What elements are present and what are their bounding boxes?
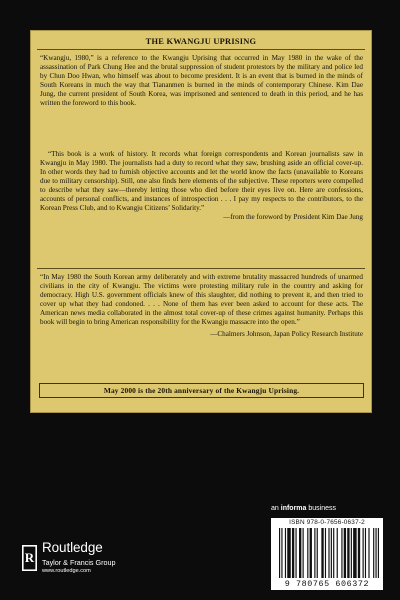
barcode-bar: [328, 528, 329, 578]
barcode-bar: [344, 528, 346, 578]
informa-suffix: business: [308, 505, 337, 512]
title-divider: [37, 49, 365, 50]
barcode-bar: [295, 528, 296, 578]
barcode-bar: [351, 528, 352, 578]
publisher-name: Routledge: [42, 540, 103, 555]
barcode-bar: [353, 528, 357, 578]
panel-title: THE KWANGJU UPRISING: [145, 37, 257, 46]
back-cover-panel: [30, 30, 372, 413]
barcode-bar: [333, 528, 334, 578]
barcode-bar: [303, 528, 304, 578]
barcode-bar: [373, 528, 374, 578]
quote-divider: [37, 268, 365, 269]
barcode-graphic: [279, 528, 379, 578]
barcode-bar: [325, 528, 326, 578]
foreword-attribution: —from the foreword by President Kim Dae Jung: [223, 213, 363, 221]
barcode-bar: [358, 528, 360, 578]
barcode-bar: [310, 528, 312, 578]
barcode-bar: [299, 528, 301, 578]
anniversary-banner: [39, 383, 364, 398]
barcode-bar: [307, 528, 308, 578]
endorsement-block: [40, 273, 363, 339]
barcode-bar: [363, 528, 364, 578]
barcode-bar: [365, 528, 366, 578]
endorsement-attribution: —Chalmers Johnson, Japan Policy Research Institute: [210, 330, 363, 338]
barcode-bar: [378, 528, 379, 578]
intro-paragraph: “Kwangju, 1980,” is a reference to the Kwangju Uprising that occurred in May 1980 in the wake of the assassination of Park Chung Hee and the brutal suppression of student protestors by the military and police led by Chun Doo Hwan, who himself was about to become president. It is an event that is burned in the minds of South Koreans in much the way that Tiananmen is burned in the minds of contemporary Chinese. Kim Dae Jung, the current president of South Korea, was imprisoned and sentenced to death in this period, and he has written the foreword to this book.: [40, 54, 363, 107]
barcode-bar: [368, 528, 369, 578]
barcode-label: [271, 518, 383, 590]
barcode-bar: [347, 528, 349, 578]
isbn-text: ISBN 978-0-7656-0637-2: [289, 519, 365, 526]
barcode-bar: [292, 528, 294, 578]
barcode-bar: [317, 528, 318, 578]
publisher-url: www.routledge.com: [42, 568, 91, 574]
routledge-logo-icon: [22, 545, 37, 571]
barcode-bar: [321, 528, 323, 578]
barcode-bar: [331, 528, 332, 578]
barcode-bar: [314, 528, 315, 578]
barcode-bar: [279, 528, 280, 578]
publisher-group: Taylor & Francis Group: [42, 558, 116, 567]
barcode-bar: [337, 528, 338, 578]
foreword-quote-block: [40, 150, 363, 222]
barcode-bar: [341, 528, 342, 578]
endorsement-quote: “In May 1980 the South Korean army deliberately and with extreme brutality massacred hundreds of unarmed civilians in the city of Kwangju. The victims were protesting military rule in the country and asking for democracy. High U.S. government officials knew of this slaughter, did nothing to prevent it, and then tried to cover up what they had condoned. . . . None of them has ever been asked to account for these acts. The American news media collaborated in the almost total cover-up of these crimes against humanity. Perhaps this book will begin to bring American responsibility for the Kwangju massacre into the open.”: [40, 273, 363, 326]
barcode-bar: [285, 528, 286, 578]
ean-digits: 9 780765 606372: [284, 579, 370, 589]
informa-tagline: [271, 505, 336, 512]
barcode-bar: [287, 528, 291, 578]
routledge-logo-letter: R: [24, 550, 35, 565]
anniversary-text: May 2000 is the 20th anniversary of the Kwangju Uprising.: [103, 386, 300, 395]
barcode-bar: [375, 528, 376, 578]
foreword-quote: “This book is a work of history. It records what foreign correspondents and Korean journalists saw in Kwangju in May 1980. The journalists had a duty to record what they saw, brushing aside an official cover-up. In other words they had to furnish objective accounts and let the world know the facts (unavailable to Koreans due to military censorship). Still, one also finds here elements of the subjective. These reporters were compelled to describe what they saw—thereby letting those who died before their eyes live on. Here are confessions, accounts of personal conflicts, and instances of introspection . . . I pay my respects to the contributors, to the Korean Press Club, and to Kwangju Citizens’ Solidarity.”: [40, 150, 363, 212]
informa-prefix: an: [271, 505, 279, 512]
barcode-bar: [281, 528, 282, 578]
informa-brand: informa: [280, 505, 307, 512]
intro-text-block: [40, 54, 363, 108]
